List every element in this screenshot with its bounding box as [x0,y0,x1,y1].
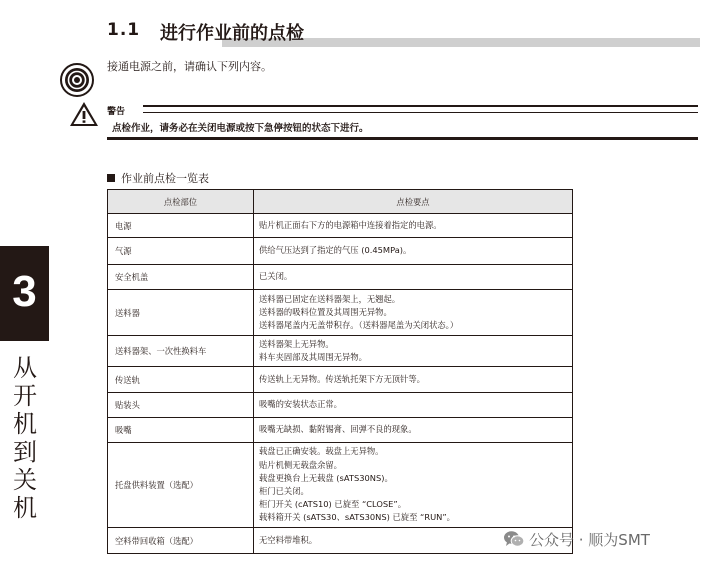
inspection-points [254,336,573,367]
watermark [503,529,650,550]
inspection-point: 无空料带堆积。 [259,534,318,545]
inspection-point: 载盘更换台上无载盘 (sATS30NS)。 [259,472,393,483]
inspection-points [254,418,573,443]
inspection-table [107,189,573,554]
inspection-point: 贴片机侧无载盘余留。 [259,459,342,470]
inspection-part: 安全机盖 [108,265,254,290]
square-bullet-icon [107,174,115,182]
section-number: 1.1 [107,20,141,40]
inspection-point: 载盘已正确安装。载盘上无异物。 [259,446,384,457]
inspection-point: 供给气压达到了指定的气压 (0.45MPa)。 [259,245,412,256]
chapter-title-char: 机 [13,410,37,438]
chapter-title-char: 从 [13,354,37,382]
inspection-points [254,214,573,238]
warning-label: 警告 [107,107,126,117]
table-row [108,214,573,238]
warning-bottom-rule [107,137,698,140]
table-header-row [108,190,573,214]
inspection-point: 料车夹固部及其周围无异物。 [259,352,367,362]
inspection-part: 送料器架、一次性换料车 [108,336,254,367]
table-row [108,265,573,290]
list-heading-text: 作业前点检一览表 [121,172,209,185]
warning-text: 点检作业，请务必在关闭电源或按下急停按钮的状态下进行。 [112,123,369,134]
chapter-title [8,354,42,522]
chapter-title-char: 到 [13,438,37,466]
table-row [108,290,573,336]
table-row [108,238,573,265]
inspection-points [254,238,573,265]
inspection-point: 吸嘴无缺损、黏附锡膏、回弹不良的现象。 [259,424,417,435]
chapter-title-char: 关 [13,466,37,494]
inspection-part: 托盘供料装置（选配） [108,443,254,528]
inspection-points [254,265,573,290]
inspection-point: 柜门开关 (cATS10) 已旋至 “CLOSE”。 [259,499,407,510]
table-row [108,367,573,393]
inspection-part: 气源 [108,238,254,265]
column-header-part: 点检部位 [108,190,254,214]
inspection-part: 吸嘴 [108,418,254,443]
inspection-points [254,443,573,528]
inspection-points [254,367,573,393]
inspection-part: 送料器 [108,290,254,336]
inspection-part: 空料带回收箱（选配） [108,528,254,554]
table-row [108,443,573,528]
inspection-point: 柜门已关闭。 [259,486,309,496]
inspection-points [254,290,573,336]
power-button-icon [60,63,94,97]
watermark-text: 公众号 · 顺为SMT [529,531,650,549]
chapter-sidebar [0,0,49,567]
chapter-title-char: 机 [13,494,37,522]
chapter-number: 3 [12,267,37,316]
inspection-point: 贴片机正面右下方的电源箱中连接着指定的电源。 [259,219,442,230]
inspection-part: 传送轨 [108,367,254,393]
chapter-title-char: 开 [13,382,37,410]
column-header-points: 点检要点 [254,190,573,214]
inspection-point: 送料器架上无异物。 [259,338,334,349]
wechat-icon [503,530,525,548]
inspection-point: 吸嘴的安装状态正常。 [259,399,342,410]
table-row [108,336,573,367]
inspection-point: 送料器尾盖内无盖带积存。（送料器尾盖为关闭状态。） [259,320,459,331]
inspection-point: 已关闭。 [259,271,293,282]
warning-top-rule [143,105,698,113]
section-title: 进行作业前的点检 [160,23,304,44]
warning-triangle-icon [69,101,99,127]
table-row [108,393,573,418]
inspection-point: 传送轨上无异物。传送轨托架下方无顶针等。 [259,373,425,384]
inspection-point: 载料箱开关 (sATS30、sATS30NS) 已旋至 “RUN”。 [259,512,455,523]
inspection-point: 送料器的吸料位置及其周围无异物。 [259,306,392,317]
list-heading [107,170,209,186]
table-row [108,418,573,443]
inspection-part: 贴装头 [108,393,254,418]
intro-text: 接通电源之前，请确认下列内容。 [107,60,272,73]
inspection-point: 送料器已固定在送料器架上，无翘起。 [259,293,401,304]
inspection-points [254,393,573,418]
inspection-part: 电源 [108,214,254,238]
